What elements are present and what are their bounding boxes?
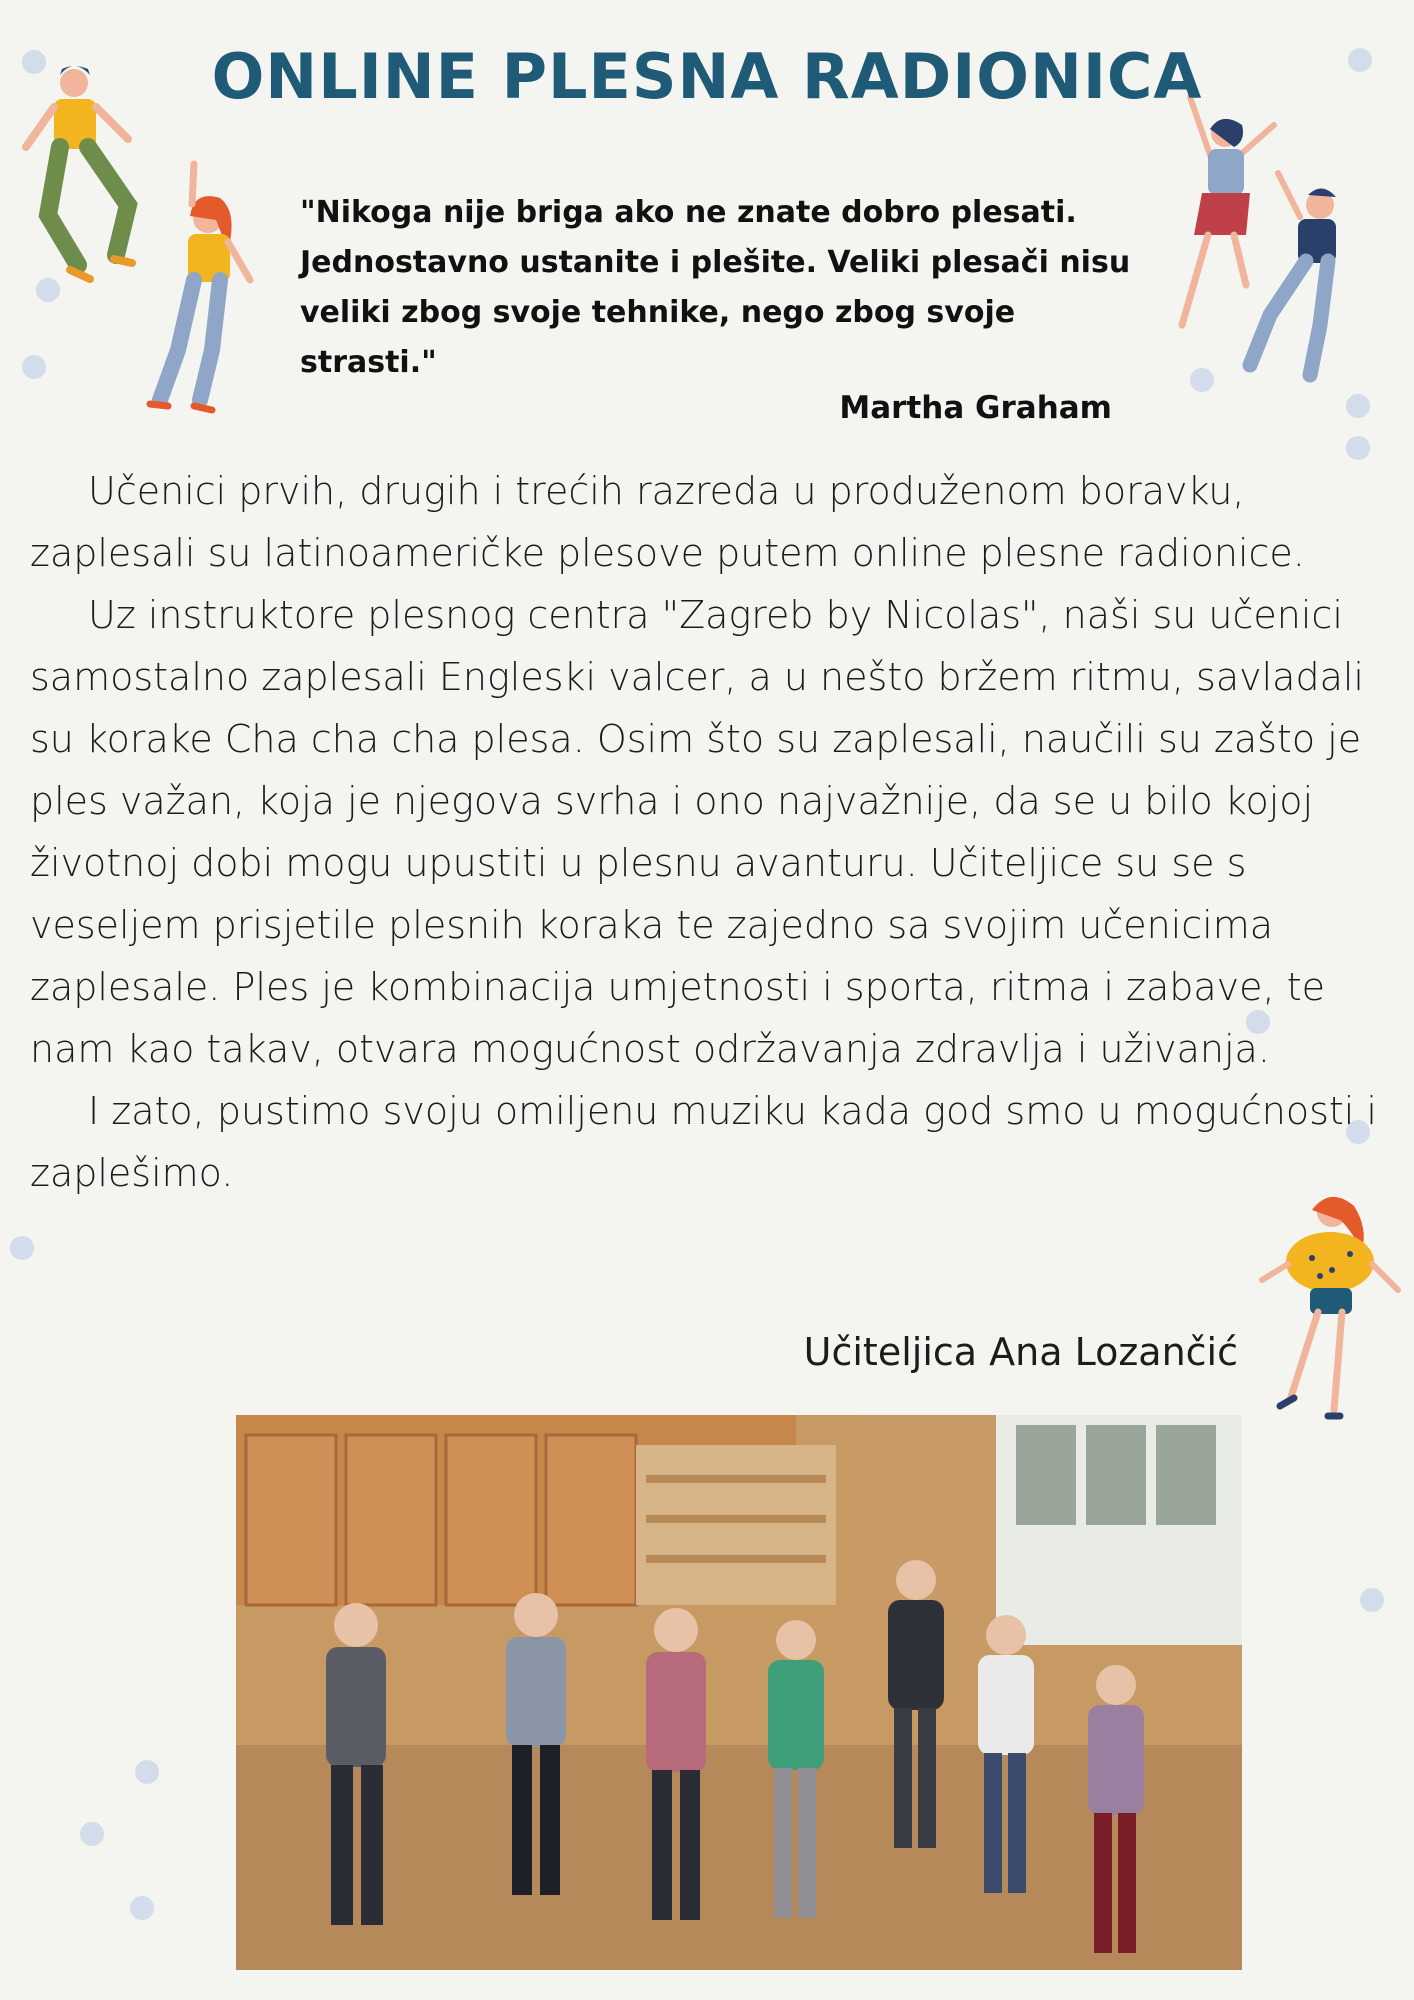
dancer-girl-yellow-top-illustration [1250,1180,1410,1430]
decorative-dot [130,1896,154,1920]
paragraph: I zato, pustimo svoju omiljenu muziku kada god smo u mogućnosti i zaplešimo. [30,1089,1377,1195]
classroom-dance-photo [236,1415,1242,1970]
signature: Učiteljica Ana Lozančić [803,1330,1238,1374]
quote-text: "Nikoga nije briga ako ne znate dobro plesati. Jednostavno ustanite i plešite. Veliki plesači nisu veliki zbog svoje tehnike, nego zbog svoje strasti." [300,195,1131,380]
dancer-girl-illustration [128,160,258,420]
decorative-dot [135,1760,159,1784]
decorative-dot [80,1822,104,1846]
decorative-dot [1346,394,1370,418]
paragraph: Učenici prvih, drugih i trećih razreda u produženom boravku, zaplesali su latinoameričke plesove putem online plesne radionice. [30,469,1305,575]
decorative-dot [1360,1588,1384,1612]
page-title: ONLINE PLESNA RADIONICA [211,40,1203,113]
quote-author: Martha Graham [839,390,1112,426]
dancing-couple-illustration [1150,85,1390,385]
paragraph: Uz instruktore plesnog centra "Zagreb by Nicolas", naši su učenici samostalno zaplesali Engleski valcer, a u nešto bržem ritmu, savladali su korake Cha cha cha plesa. Osim što su zaplesali, naučili su zašto je ples važan, koja je njegova svrha i ono najvažnije, da se u bilo kojoj životnoj dobi mogu upustiti u plesnu avanturu. Učiteljice su se s veseljem prisjetile plesnih koraka te zajedno sa svojim učenicima zaplesale. Ples je kombinacija umjetnosti i sporta, ritma i zabave, te nam kao takav, otvara mogućnost održavanja zdravlja i uživanja. [30,593,1364,1071]
decorative-dot [22,355,46,379]
article-body [30,460,1390,1204]
decorative-dot [1346,436,1370,460]
decorative-dot [10,1236,34,1260]
